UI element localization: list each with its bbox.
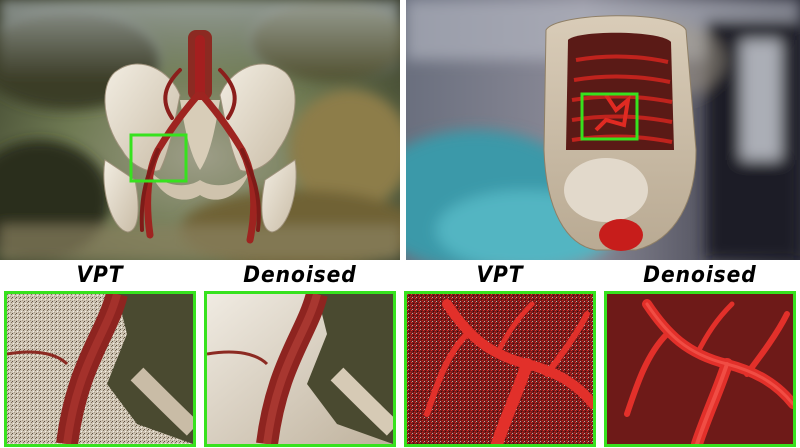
pelvis-render-image (0, 0, 400, 260)
crop-pelvis-denoised (204, 291, 396, 447)
crop-pelvis-vpt (4, 291, 196, 447)
crop-thorax-vpt (404, 291, 596, 447)
label-vpt-pelvis: VPT (76, 263, 124, 288)
crop-thorax-vpt-image (407, 294, 593, 444)
crop-thorax-denoised (604, 291, 796, 447)
torso-volume (544, 16, 696, 251)
label-vpt-thorax: VPT (476, 263, 524, 288)
label-denoised-pelvis: Denoised (243, 263, 357, 288)
crop-thorax-denoised-image (607, 294, 793, 444)
crop-pelvis-vpt-image (7, 294, 193, 444)
thorax-render-image (406, 0, 800, 260)
crop-pelvis-denoised-image (207, 294, 393, 444)
pelvis-render-panel (0, 0, 400, 260)
label-denoised-thorax: Denoised (643, 263, 757, 288)
thorax-render-panel (406, 0, 800, 260)
